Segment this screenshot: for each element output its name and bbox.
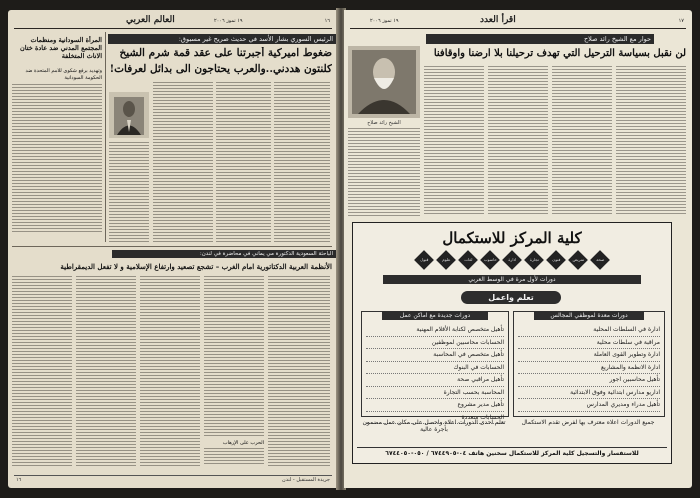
list-item: ادارة وتطوير القوى العاملة xyxy=(518,349,660,362)
column-rule xyxy=(105,32,106,242)
right-page-number: ١٧ xyxy=(678,18,684,24)
right-page xyxy=(344,10,692,488)
ad-icon-row xyxy=(353,253,671,267)
right-kicker: حوار مع الشيخ رائد صلاح xyxy=(426,34,654,44)
ad-box-staff-courses xyxy=(513,311,665,417)
list-item: ادارة الانظمة والمشاريع xyxy=(518,362,660,375)
list-item: تأهيل مدير مشروع xyxy=(366,399,504,412)
article-col-3 xyxy=(153,82,213,242)
lower-col-2b xyxy=(204,448,264,466)
left-page-header xyxy=(14,14,332,29)
ad-right-list xyxy=(518,324,660,412)
ad-box-left-title: دورات جديدة مع اماكن عمل xyxy=(382,311,488,320)
lower-col-5 xyxy=(12,276,72,466)
list-item: المحاسبة بحسب التجارة xyxy=(366,387,504,400)
left-page-number: ١٦ xyxy=(324,18,330,24)
ad-right-note: جميع الدورات اعلاه معترف بها لفرض تقدم الاستكمال xyxy=(521,419,655,426)
interview-col-5 xyxy=(348,128,420,216)
interview-col-2 xyxy=(552,66,612,216)
interview-col-1 xyxy=(616,66,686,216)
photo-caption: الشيخ رائد صلاح xyxy=(367,120,401,126)
list-item: تأهيل مراقبي صحة xyxy=(366,374,504,387)
left-footer-page: ١٦ xyxy=(16,477,22,483)
lower-col-2 xyxy=(204,276,264,436)
article-col-4 xyxy=(109,142,149,242)
sidebar-text xyxy=(12,84,102,234)
bottom-col-head: الحرب على الإرهاب xyxy=(222,440,264,446)
ad-left-list xyxy=(366,324,504,424)
course-badge-icon: لغات xyxy=(458,250,478,270)
right-section-title: اقرأ العدد xyxy=(480,15,516,25)
course-badge-icon: تمريض xyxy=(568,250,588,270)
ad-band: دورات لأول مرة في الوسط العربي xyxy=(383,275,641,284)
list-item: ادارة في السلطات المحلية xyxy=(518,324,660,337)
list-item: اداريو مدارس ابتدائية وفوق الابتدائية xyxy=(518,387,660,400)
ad-contact-footer: للاستفسار والتسجيل كلية المركز للاستكمال سخنين هاتف ٠٤-٦٧٤٤٩٠٥ / ٠٥٠-٦٧٤٤٠٥٠ xyxy=(357,447,667,459)
list-item: الحسابات متعددة xyxy=(366,412,504,425)
list-item: الحسابات في البنوك xyxy=(366,362,504,375)
left-footer xyxy=(14,475,332,484)
lower-headline: الأنظمة العربية الدكتاتورية امام الغرب – تشجع تصعيد وارتفاع الإسلامية و لا تفعل الديمقراطية xyxy=(60,262,332,271)
list-item: الحسابات محاسبين لموظفين xyxy=(366,337,504,350)
right-page-header xyxy=(350,14,686,29)
section-rule xyxy=(12,246,332,247)
president-photo xyxy=(109,92,149,138)
ad-box-job-courses xyxy=(361,311,509,421)
course-badge-icon: صحة xyxy=(590,250,610,270)
sidebar-headline: المرأة السودانية ومنظمات المجتمع المدني ضد عادة ختان الاناث المتخلفة xyxy=(20,36,102,60)
course-badge-icon: علوم xyxy=(436,250,456,270)
left-date: ١٩ تموز ٢٠٠٦ xyxy=(214,18,243,24)
ad-title: كلية المركز للاستكمال xyxy=(442,229,582,247)
ad-pill: تعلم واعمل xyxy=(461,291,561,304)
college-advertisement xyxy=(352,222,672,464)
lower-col-1 xyxy=(268,276,330,466)
article-col-2 xyxy=(216,82,271,242)
left-kicker: الرئيس السوري بشار الأسد في حديث صريح غير مسبوق: xyxy=(108,34,336,44)
ad-box-right-title: دورات معدة لموظفي المجالس xyxy=(534,311,644,320)
lower-col-3 xyxy=(140,276,200,466)
list-item: مراقبة في سلطات محلية xyxy=(518,337,660,350)
left-footer-paper: جريدة المستقبل - لندن xyxy=(282,477,330,483)
left-section-title: العالم العربي xyxy=(126,15,175,25)
course-badge-icon: قبول xyxy=(414,250,434,270)
list-item: تأهيل محاسبين اجور xyxy=(518,374,660,387)
left-headline-line2: كلنتون هددني..والعرب يحتاجون الى بدائل لعرفات! xyxy=(109,63,332,75)
list-item: تأهيل مدراء ومديري المدارس xyxy=(518,399,660,412)
right-headline: لن نقبل بسياسة الترحيل التي تهدف ترحيلنا بلا ارضنا واوقافنا xyxy=(433,48,686,59)
article-col-1 xyxy=(274,82,330,242)
left-headline-line1: ضغوط اميركية أجبرتنا على عقد قمة شرم الشيخ xyxy=(119,47,332,59)
course-badge-icon: تجارة xyxy=(524,250,544,270)
list-item: تأهيل متخصص في المحاسبة xyxy=(366,349,504,362)
sheikh-photo xyxy=(348,46,420,118)
right-date: ١٩ تموز ٢٠٠٦ xyxy=(370,18,399,24)
ad-left-note: تعلم احدى الدورات اعلاه واحصل على مكان عمل مضمون بأجرة عالية xyxy=(362,419,506,433)
list-item: تأهيل متخصص لكتابة الأقلام المهنية xyxy=(366,324,504,337)
course-badge-icon: حاسوب xyxy=(480,250,500,270)
course-badge-icon: فنون xyxy=(546,250,566,270)
interview-col-4 xyxy=(424,66,484,216)
sidebar-subhead: وتهديد برفع شكوى للامم المتحدة ضد الحكومة السودانية xyxy=(25,68,102,81)
lower-kicker: الباحثة السعودية الدكتورة مي يماني في محاضرة في لندن: xyxy=(112,250,336,258)
left-page xyxy=(8,10,338,488)
lower-col-4 xyxy=(76,276,136,466)
interview-col-3 xyxy=(488,66,548,216)
course-badge-icon: ادارة xyxy=(502,250,522,270)
